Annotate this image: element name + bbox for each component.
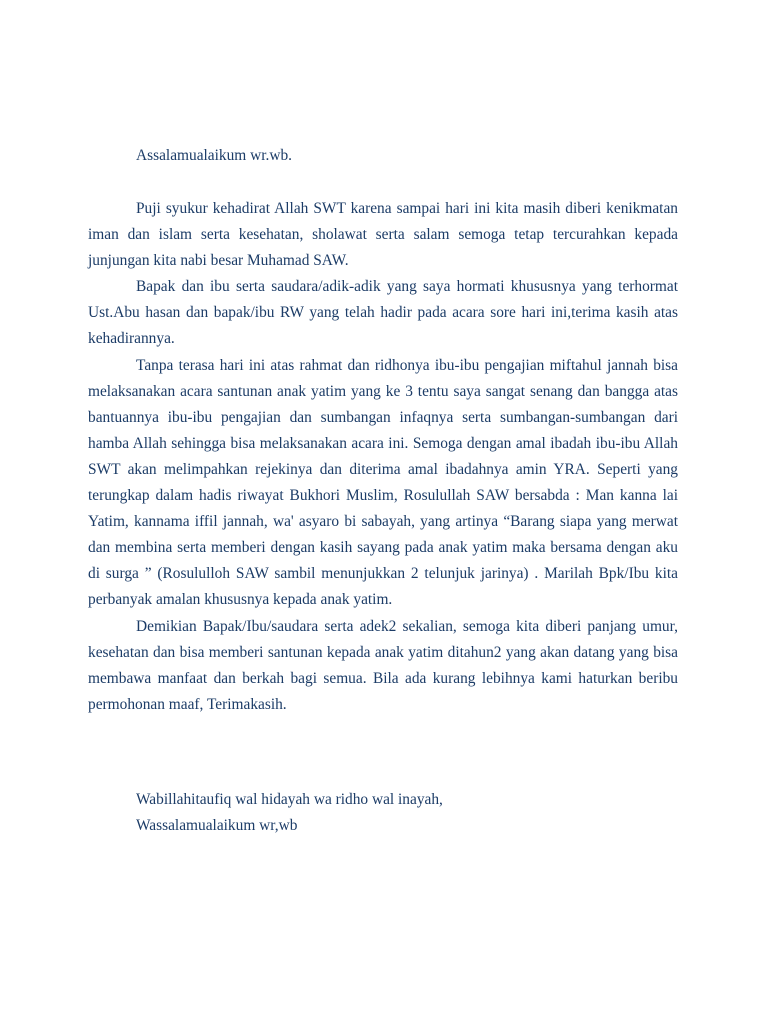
greeting-block xyxy=(88,146,678,166)
paragraph-closing: Demikian Bapak/Ibu/saudara serta adek2 sekalian, semoga kita diberi panjang umur, kesehatan dan bisa memberi santunan kepada anak yatim ditahun2 yang akan datang yang bisa membawa manfaat dan berkah bagi semua. Bila ada kurang lebihnya kami haturkan beribu permohonan maaf, Terimakasih. xyxy=(88,617,678,713)
closing-line-1: Wabillahitaufiq wal hidayah wa ridho wal inayah, xyxy=(136,791,443,808)
body-text xyxy=(88,196,678,718)
paragraph-main: Tanpa terasa hari ini atas rahmat dan ridhonya ibu-ibu pengajian miftahul jannah bisa melaksanakan acara santunan anak yatim yang ke 3 tentu saya sangat senang dan bangga atas bantuannya ibu-ibu pengajian dan sumbangan infaqnya serta sumbangan-sumbangan dari hamba Allah sehingga bisa melaksanakan acara ini. Semoga dengan amal ibadah ibu-ibu Allah SWT akan melimpahkan rejekinya dan diterima amal ibadahnya amin YRA. Seperti yang terungkap dalam hadis riwayat Bukhori Muslim, Rosulullah SAW bersabda : Man kanna lai Yatim, kannama iffil jannah, wa' asyaro bi sabayah, yang artinya “Barang siapa yang merwat dan membina serta memberi dengan kasih sayang pada anak yatim maka bersama dengan aku di surga ” (Rosululloh SAW sambil menunjukkan 2 telunjuk jarinya) . Marilah Bpk/Ibu kita perbanyak amalan khususnya kepada anak yatim. xyxy=(88,356,678,609)
closing-line-2: Wassalamualaikum wr,wb xyxy=(136,817,298,835)
greeting-text: Assalamualaikum wr.wb. xyxy=(136,147,293,164)
paragraph-gratitude: Puji syukur kehadirat Allah SWT karena sampai hari ini kita masih diberi kenikmatan iman dan islam serta kesehatan, sholawat serta salam semoga tetap tercurahkan kepada junjungan kita nabi besar Muhamad SAW. xyxy=(88,200,678,270)
closing-block xyxy=(88,787,678,839)
paragraph-address: Bapak dan ibu serta saudara/adik-adik yang saya hormati khususnya yang terhormat Ust.Abu hasan dan bapak/ibu RW yang telah hadir pada acara sore hari ini,terima kasih atas kehadirannya. xyxy=(88,278,678,348)
